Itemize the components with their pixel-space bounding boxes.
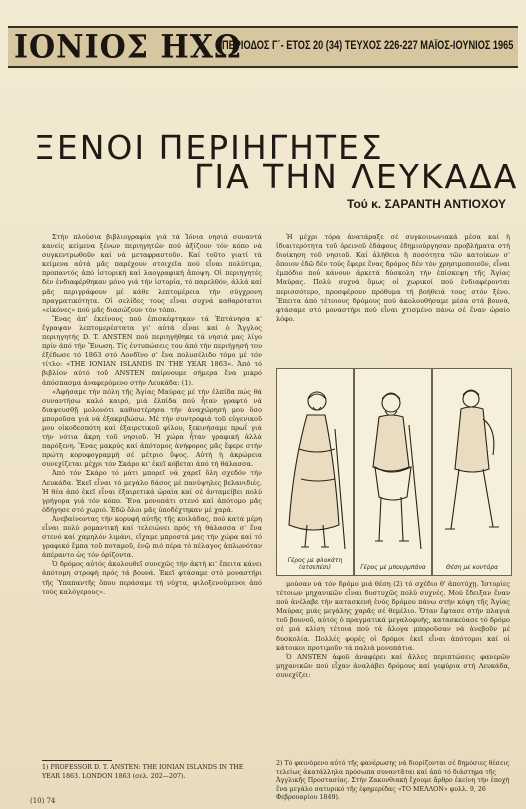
figure-man-walking-icon	[433, 369, 511, 575]
paragraph: Ἀπό τόν Σκάρο τό μάτι μπορεῖ νά χαρεῖ ὅλη σχεδόν τήν Λευκάδα. Ἐκεῖ εἶναι τό μεγάλο δάσος μέ πανύψηλες βελανιδιές. Ἡ θέα ἀπό ἐκεῖ εἶναι ἐξαιρετικά ὡραία καί σέ ἀνταμείβει πολύ γρήγορα γιά τόν κόπο. Ἔνα μονοπάτι στενό καί ἀπότομο μᾶς ὁδήγησε στό χωριό. Ἐδῶ ὅλοι μᾶς ὑποδέχτηκαν μέ χαρά.	[42, 469, 262, 514]
footnote-1: 1) PROFESSOR D. T. ANSTEN: THE IONIAN ISLANDS IN THE YEAR 1863. LONDON 1863 (σελ. 202—207).	[42, 764, 244, 780]
page-number: (10) 74	[30, 797, 56, 805]
paragraph: Ἀνεβαίνοντας τήν κορυφή αὐτῆς τῆς κοιλάδας, πού κατά μέρη εἶναι πολύ ρομαντική καί τελειώνει πρός τή θάλασσα σ' ἕνα στενό καί χαμηλόν λιμάνι, εἴχαμε μπροστά μας τήν χώρα καί τό γραφικό ἔμπα τοῦ ποταμοῦ, ἐνῷ πιό πέρα τό πέλαγος ἁπλωνόταν ἀπέραντο ὡς τόν ὁρίζοντα.	[42, 514, 262, 560]
figure-old-man-staff-icon	[355, 369, 431, 575]
footnote-2: 2) Τό φαινόμενο αὐτό τῆς φανέρωσης νά διορίζονται σέ δημόσιες θέσεις τελείως ἀκατάλληλα πρόσωπα συναντᾶται καί ἀπό τό διάστημα τῆς Ἀγγλικῆς Προστασίας. Στήν Ζακυνθιακή ἔχουμε ἄρθρο ἐκείνη τήν ἐποχή ἕνα μεγάλο σατυρικό τῆς ἐφημερίδας «ΤΟ ΜΕΛΛΟΝ» φυλλ. 9, 26 Φεβρουαρίου 1849).	[276, 760, 510, 801]
paragraph: Ὁ δρόμος αὐτός ἀκολουθεῖ συνεχῶς τήν ἀκτή κι' ἔπειτα κάνει ἀπότομη στροφή πρός τά βουνά. Ἐκεῖ φτάσαμε στό μοναστήρι τῆς Ὑπαπαντῆς ὅπου περάσαμε τή νύχτα, φιλοξενούμενοι ἀπό τούς καλόγερους».	[42, 560, 262, 596]
illustration-caption: Γέρος με μπουρμπάνα	[360, 564, 426, 571]
text-column-right-bottom	[276, 580, 510, 758]
article-author: Τού κ. ΣΑΡΑΝΤΗ ΑΝΤΙΟΧΟΥ	[347, 197, 506, 211]
article-title-line2: ΓΙΑ ΤΗΝ ΛΕΥΚΑΔΑ	[194, 157, 519, 196]
paragraph: «Ἀφήσαμε τήν πόλη τῆς Ἁγίας Μαύρας μέ τήν ἐλπίδα πώς θά συναντήσω καλό καιρό, μιά ἐλπίδα πού ἦταν γραφτό νά διαψευσθῇ μολονότι καθυστέρησα τήν ἀναχώρησή μου ὅσο μποροῦσα γιά νά ἐξακριβώσω. Μέ τήν συντροφιά τοῦ εὐγενικοῦ μου οἰκοδεσπότη καί ἐξαιρετικοῦ φίλου, ξεκινήσαμε πρωΐ γιά τήν νότια ἄκρη τοῦ νησιοῦ. Ἡ χώρα ἦταν γραφική ἀλλά παρόξενη. Ἕνας μακρύς καί ἀπότομος ἀνήφορος μᾶς ἔφερε στήν πρώτη κορυφογραμμή σέ μέτριο ὕψος. Αὐτή ἡ ἀκρώρεια συνεχίζεται μέχρι τόν Σκάρο κι' ἐκεῖ κόβεται ἀπό τή θάλασσα.	[42, 387, 262, 469]
illustration-caption: Θέση με κοντόρα	[445, 564, 499, 571]
illustration-caption: Γέρος με φλοκάτη (ατσεπέσι)	[287, 557, 343, 571]
article-title-line1: ΞΕΝΟΙ ΠΕΡΙΗΓΗΤΕΣ	[34, 128, 384, 167]
illustration-strip	[276, 368, 510, 574]
text-column-left	[42, 233, 262, 753]
figure-old-man-cloak-icon	[277, 369, 353, 575]
magazine-title: ΙΟΝΙΟΣ ΗΧΩ	[14, 29, 242, 66]
illustration-panel	[354, 368, 432, 576]
footnote-rule	[42, 760, 112, 761]
text-column-right-top	[276, 233, 510, 361]
paragraph: Ὁ ANSTEN ἀφοῦ ἀναφέρει καί ἄλλες περιπτώσεις φανερῶν μηχανικῶν πού εἶχαν ἀναλάβει δρόμους καί γεφύρια στή Λευκάδα, συνεχίζει:	[276, 652, 510, 679]
illustration-panel	[432, 368, 512, 576]
paragraph: μούσαν νά τόν δρόμο μιά θέση (2) τό σχέδιο θ' ἀποτύχῃ. Ἱστορίες τέτοιων μηχανικῶν εἶναι δυστυχῶς πολύ συχνές. Μού ἔδειξαν ἕναν πού ἀνέλαβε τήν κατασκευή ἑνός δρόμου πάνω στήν κόψη τῆς Ἁγίας Μαύρας μιάς μεγάλης χαρᾶς σέ θεμέλιο. Ὅταν ἔφτασε στήν πλαγιά τοῦ βουνοῦ, αὐτός ὁ πραγματικά μεγαλοφυής, κατασκεύασε τό δρόμο σέ μιά κλίση τέτοια πού τά ἄλογα μποροῦσαν νά ἀνεβοῦν μέ δυσκολία. Πολλές φορές οἱ δρόμοι ἐκεῖ εἶναι ἀπότομοι καί οἱ κάτοικοι προτιμοῦν τά παλιά μονοπάτια.	[276, 580, 510, 652]
paragraph: Ἡ μέχρι τόρα ἀνατάραξε σέ συγκοινωνιακά μέσα καί ἡ ἰδιαιτερότητα τοῦ ὀρεινοῦ ἐδάφους ἐδημιούργησαν προβλήματα στή διοίκηση τοῦ νησιοῦ. Καί ἀλήθεια ἡ ποσότητα τῶν κατοίκων σ' ὅποιον ἐδῶ δέν τούς ἔφερε ἕνας δρόμος δέν τόν χρησιμοποιοῦν, εἶναι ἐμπόδιο πού κάνουν ἀρκετά δύσκολη τήν ἐπίσκεψη τῆς Ἁγίας Μαύρας. Πολύ συχνά ὅμως οἱ χωρικοί πού ἐνδιαφέρονται περισσότερο, προσφέρουν πρόθυμα τή βοήθειά τους στόν ξένο. Ἔπειτα ἀπό τέτοιους δρόμους πού ἀκολουθήσαμε μέσα στά βουνά, φτάσαμε στό μοναστήρι πού εἶναι χτισμένο πάνω σέ ἕναν ὡραίο λόφο.	[276, 233, 510, 323]
paragraph: Ἕνας ἀπ' ἐκείνους πού ἐπισκέφτηκαν τά Ἑπτάνησα κ' ἔγραψαν λεπτομερέστατα γι' αὐτά εἶναι καί ὁ Ἄγγλος περιηγητής D. T. ANSTEN πού περιηγήθηκε τά νησιά μας λίγο πρίν ἀπό τήν Ἕνωση. Τίς ἐντυπώσεις του ἀπό τήν περιήγησή του ἐξέδωσε τό 1863 στό Λονδῖνο σ' ἕνα πολυσέλιδο τόμο μέ τόν τίτλο: «THE IONIAN ISLANDS IN THE YEAR 1863». Ἀπό τό βιβλίον αὐτό τοῦ ANSTEN παίρνουμε σήμερα ἕνα μικρό ἀπόσπασμα ἀναφερόμενο στήν Λευκάδα: (1).	[42, 314, 262, 387]
issue-info: ΠΕΡΙΟΔΟΣ Γ΄- ΕΤΟΣ 20 (34) ΤΕΥΧΟΣ 226-227 ΜΑΪΟΣ-ΙΟΥΝΙΟΣ 1965	[222, 40, 514, 52]
illustration-panel	[276, 368, 354, 576]
paragraph: Στήν πλούσια βιβλιογραφία γιά τά Ἰόνια νησιά συναντά κανείς κείμενα ξένων περιηγητῶν πού ἀξίζουν τόν κόπο νά συγκεντρωθοῦν καί νά μεταφραστοῦν. Καί τοῦτο γιατί τά κείμενα αὐτά μᾶς παρέχουν στοιχεῖα πού εἶναι πολύτιμα, προπαντός ἀπό ἱστορική καί λαογραφική ἄποψη. Οἱ περιηγητές δέν ἐνδιαφέρθηκαν μόνο γιά τήν ἱστορία, τό παρελθόν, ἀλλά καί μᾶς περιγράφουν μέ κάθε λεπτομέρεια τήν σύγχρονη πραγματικότητα. Οἱ σελίδες τους εἶναι συχνά καθαρότατοι «εἰκόνες» πού μᾶς διασώζουν τόν τόπο.	[42, 233, 262, 314]
masthead	[8, 26, 518, 68]
